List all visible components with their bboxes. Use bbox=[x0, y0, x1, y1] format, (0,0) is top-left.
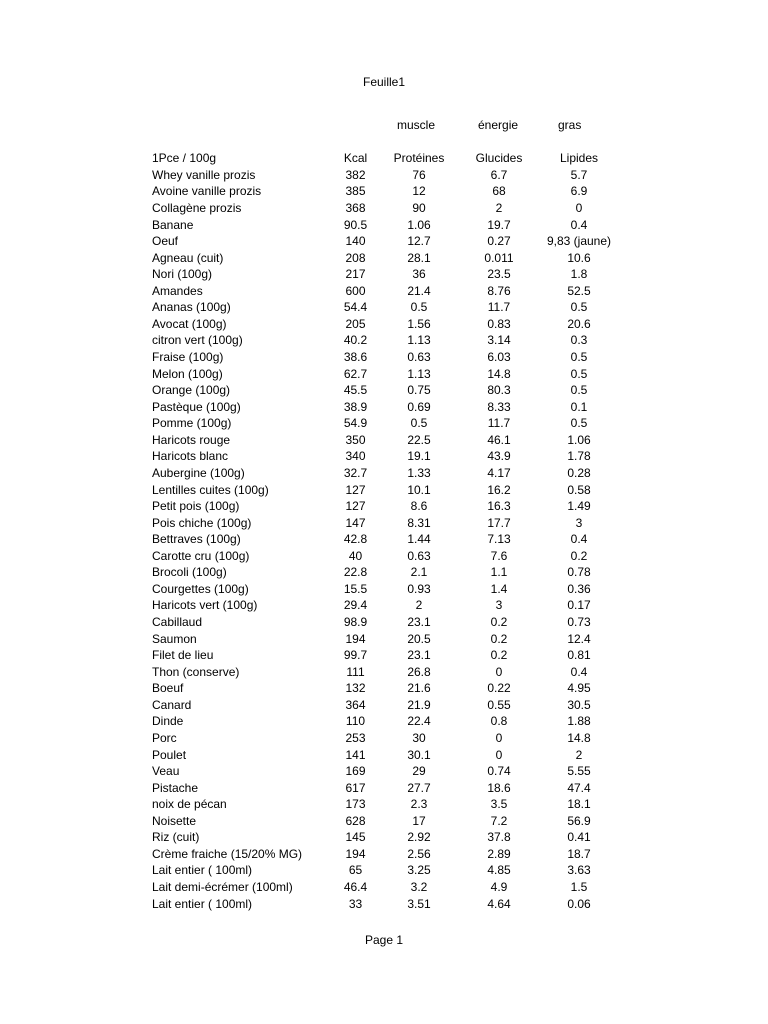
kcal-cell: 33 bbox=[348, 896, 363, 911]
kcal-cell: 38.6 bbox=[343, 350, 368, 365]
food-name-cell: Brocoli (100g) bbox=[152, 565, 227, 580]
carbs-cell: 0 bbox=[495, 747, 503, 762]
proteins-cell: 2.56 bbox=[407, 846, 431, 861]
proteins-cell: 12 bbox=[412, 184, 426, 199]
table-row bbox=[152, 233, 619, 250]
fat-cell: 0.58 bbox=[567, 482, 591, 497]
table-row bbox=[152, 713, 619, 730]
fat-cell: 20.6 bbox=[567, 316, 591, 331]
carbs-cell: 6.03 bbox=[487, 350, 511, 365]
proteins-cell: 29 bbox=[412, 764, 426, 779]
proteins-cell: 10.1 bbox=[407, 482, 431, 497]
carbs-cell: 4.17 bbox=[487, 465, 511, 480]
kcal-cell: 127 bbox=[345, 499, 366, 514]
fat-cell: 0.4 bbox=[570, 664, 588, 679]
kcal-cell: 65 bbox=[348, 863, 363, 878]
table-row bbox=[152, 382, 619, 399]
kcal-cell: 382 bbox=[345, 167, 366, 182]
carbs-cell: 3.5 bbox=[490, 797, 508, 812]
table-row bbox=[152, 895, 619, 912]
table-row bbox=[152, 332, 619, 349]
carbs-cell: 0.83 bbox=[487, 316, 511, 331]
fat-cell: 0.5 bbox=[570, 350, 588, 365]
kcal-cell: 22.8 bbox=[343, 565, 368, 580]
kcal-cell: 111 bbox=[346, 664, 365, 679]
fat-cell: 0.1 bbox=[570, 399, 588, 414]
proteins-cell: 28.1 bbox=[407, 250, 431, 265]
fat-cell: 0 bbox=[575, 200, 583, 215]
food-name-cell: Noisette bbox=[152, 813, 197, 828]
kcal-cell: 90.5 bbox=[343, 217, 368, 232]
carbs-cell: 8.76 bbox=[487, 283, 511, 298]
food-name-cell: Avoine vanille prozis bbox=[152, 184, 262, 199]
kcal-cell: 205 bbox=[345, 316, 366, 331]
table-row bbox=[152, 498, 619, 515]
food-name-cell: Riz (cuit) bbox=[152, 830, 200, 845]
fat-cell: 3.63 bbox=[567, 863, 591, 878]
proteins-cell: 0.93 bbox=[407, 581, 431, 596]
table-row bbox=[152, 879, 619, 896]
proteins-cell: 1.44 bbox=[407, 532, 431, 547]
fat-cell: 18.1 bbox=[567, 797, 591, 812]
column-header-carbs: Glucides bbox=[475, 151, 523, 166]
fat-cell: 4.95 bbox=[567, 681, 591, 696]
fat-cell: 0.36 bbox=[567, 581, 591, 596]
table-row bbox=[152, 746, 619, 763]
category-proteins: muscle bbox=[397, 118, 436, 132]
carbs-cell: 0.27 bbox=[487, 234, 511, 249]
food-name-cell: Banane bbox=[152, 217, 194, 232]
table-row bbox=[152, 730, 619, 747]
proteins-cell: 0.63 bbox=[407, 548, 431, 563]
fat-cell: 0.17 bbox=[567, 598, 591, 613]
carbs-cell: 1.4 bbox=[490, 581, 508, 596]
table-row bbox=[152, 167, 619, 184]
table-row bbox=[152, 597, 619, 614]
kcal-cell: 141 bbox=[345, 747, 366, 762]
kcal-cell: 38.9 bbox=[343, 399, 368, 414]
food-name-cell: Porc bbox=[152, 730, 177, 745]
carbs-cell: 46.1 bbox=[487, 432, 511, 447]
carbs-cell: 0 bbox=[495, 664, 503, 679]
fat-cell: 2 bbox=[575, 747, 583, 762]
kcal-cell: 46.4 bbox=[343, 880, 368, 895]
carbs-cell: 3.14 bbox=[487, 333, 511, 348]
food-name-cell: Amandes bbox=[152, 283, 203, 298]
carbs-cell: 16.3 bbox=[487, 499, 511, 514]
kcal-cell: 147 bbox=[345, 515, 366, 530]
food-name-cell: Oeuf bbox=[152, 234, 179, 249]
column-header-proteins: Protéines bbox=[393, 151, 445, 166]
food-name-cell: Thon (conserve) bbox=[152, 664, 240, 679]
proteins-cell: 2.92 bbox=[407, 830, 431, 845]
kcal-cell: 32.7 bbox=[343, 465, 368, 480]
proteins-cell: 2.3 bbox=[410, 797, 428, 812]
proteins-cell: 12.7 bbox=[407, 234, 431, 249]
fat-cell: 0.41 bbox=[567, 830, 591, 845]
kcal-cell: 145 bbox=[345, 830, 366, 845]
food-name-cell: Pastèque (100g) bbox=[152, 399, 241, 414]
food-name-cell: Haricots vert (100g) bbox=[152, 598, 258, 613]
carbs-cell: 0.22 bbox=[487, 681, 511, 696]
carbs-cell: 18.6 bbox=[487, 780, 511, 795]
food-name-cell: Filet de lieu bbox=[152, 648, 214, 663]
carbs-cell: 11.7 bbox=[487, 416, 511, 431]
column-header-kcal: Kcal bbox=[343, 151, 368, 166]
proteins-cell: 20.5 bbox=[407, 631, 431, 646]
proteins-cell: 1.06 bbox=[407, 217, 431, 232]
carbs-cell: 37.8 bbox=[487, 830, 511, 845]
table-row bbox=[152, 200, 619, 217]
nutrition-table bbox=[152, 150, 619, 912]
page-footer: Page 1 bbox=[364, 933, 404, 947]
fat-cell: 1.88 bbox=[567, 714, 591, 729]
table-row bbox=[152, 481, 619, 498]
food-name-cell: Boeuf bbox=[152, 681, 184, 696]
food-name-cell: Lait entier ( 100ml) bbox=[152, 863, 253, 878]
proteins-cell: 0.75 bbox=[407, 383, 431, 398]
kcal-cell: 62.7 bbox=[343, 366, 368, 381]
food-name-cell: Avocat (100g) bbox=[152, 316, 227, 331]
proteins-cell: 3.25 bbox=[407, 863, 431, 878]
proteins-cell: 21.9 bbox=[407, 697, 431, 712]
carbs-cell: 2 bbox=[495, 200, 503, 215]
category-fat: gras bbox=[558, 118, 582, 132]
food-name-cell: Veau bbox=[152, 764, 180, 779]
fat-cell: 9,83 (jaune) bbox=[546, 234, 612, 249]
food-name-cell: Ananas (100g) bbox=[152, 300, 231, 315]
carbs-cell: 23.5 bbox=[487, 267, 511, 282]
category-header-row bbox=[0, 117, 768, 133]
table-row bbox=[152, 432, 619, 449]
food-name-cell: Lait demi-écrémer (100ml) bbox=[152, 880, 293, 895]
table-row bbox=[152, 564, 619, 581]
kcal-cell: 617 bbox=[345, 780, 366, 795]
kcal-cell: 98.9 bbox=[343, 615, 368, 630]
proteins-cell: 90 bbox=[412, 200, 426, 215]
carbs-cell: 14.8 bbox=[487, 366, 511, 381]
carbs-cell: 0.2 bbox=[490, 631, 508, 646]
table-row bbox=[152, 829, 619, 846]
kcal-cell: 600 bbox=[345, 283, 366, 298]
food-name-cell: Orange (100g) bbox=[152, 383, 231, 398]
kcal-cell: 54.4 bbox=[343, 300, 368, 315]
fat-cell: 0.5 bbox=[570, 383, 588, 398]
proteins-cell: 8.31 bbox=[407, 515, 431, 530]
table-row bbox=[152, 862, 619, 879]
table-row bbox=[152, 183, 619, 200]
kcal-cell: 208 bbox=[345, 250, 366, 265]
proteins-cell: 21.4 bbox=[407, 283, 431, 298]
table-row bbox=[152, 548, 619, 565]
fat-cell: 3 bbox=[575, 515, 583, 530]
carbs-cell: 19.7 bbox=[487, 217, 511, 232]
kcal-cell: 54.9 bbox=[343, 416, 368, 431]
food-name-cell: Lait entier ( 100ml) bbox=[152, 896, 253, 911]
fat-cell: 1.5 bbox=[570, 880, 588, 895]
food-name-cell: Carotte cru (100g) bbox=[152, 548, 250, 563]
food-name-cell: Pomme (100g) bbox=[152, 416, 232, 431]
fat-cell: 0.73 bbox=[567, 615, 591, 630]
food-name-cell: Whey vanille prozis bbox=[152, 167, 256, 182]
carbs-cell: 3 bbox=[495, 598, 503, 613]
proteins-cell: 3.51 bbox=[407, 896, 431, 911]
kcal-cell: 194 bbox=[345, 631, 366, 646]
carbs-cell: 0.2 bbox=[490, 648, 508, 663]
fat-cell: 18.7 bbox=[567, 846, 591, 861]
carbs-cell: 7.6 bbox=[490, 548, 508, 563]
proteins-cell: 76 bbox=[412, 167, 426, 182]
table-row bbox=[152, 763, 619, 780]
carbs-cell: 7.13 bbox=[487, 532, 511, 547]
table-row bbox=[152, 581, 619, 598]
proteins-cell: 1.13 bbox=[407, 366, 431, 381]
table-row bbox=[152, 531, 619, 548]
fat-cell: 0.4 bbox=[570, 532, 588, 547]
fat-cell: 0.28 bbox=[567, 465, 591, 480]
carbs-cell: 80.3 bbox=[487, 383, 511, 398]
food-name-cell: Collagène prozis bbox=[152, 200, 242, 215]
proteins-cell: 30 bbox=[412, 730, 426, 745]
fat-cell: 30.5 bbox=[567, 697, 591, 712]
fat-cell: 1.06 bbox=[567, 432, 591, 447]
proteins-cell: 27.7 bbox=[407, 780, 431, 795]
kcal-cell: 99.7 bbox=[343, 648, 368, 663]
fat-cell: 0.3 bbox=[570, 333, 588, 348]
fat-cell: 0.81 bbox=[567, 648, 591, 663]
food-name-cell: Dinde bbox=[152, 714, 184, 729]
proteins-cell: 23.1 bbox=[407, 615, 431, 630]
proteins-cell: 30.1 bbox=[407, 747, 431, 762]
proteins-cell: 22.5 bbox=[407, 432, 431, 447]
kcal-cell: 29.4 bbox=[343, 598, 368, 613]
carbs-cell: 11.7 bbox=[487, 300, 511, 315]
kcal-cell: 40.2 bbox=[343, 333, 368, 348]
table-row bbox=[152, 316, 619, 333]
food-name-cell: Haricots rouge bbox=[152, 432, 231, 447]
food-name-cell: Courgettes (100g) bbox=[152, 581, 249, 596]
fat-cell: 0.4 bbox=[570, 217, 588, 232]
table-row bbox=[152, 663, 619, 680]
carbs-cell: 16.2 bbox=[487, 482, 511, 497]
food-name-cell: Pistache bbox=[152, 780, 199, 795]
fat-cell: 14.8 bbox=[567, 730, 591, 745]
proteins-cell: 1.33 bbox=[407, 465, 431, 480]
fat-cell: 12.4 bbox=[567, 631, 591, 646]
table-row bbox=[152, 697, 619, 714]
kcal-cell: 173 bbox=[345, 797, 366, 812]
fat-cell: 0.5 bbox=[570, 416, 588, 431]
fat-cell: 0.5 bbox=[570, 300, 588, 315]
carbs-cell: 17.7 bbox=[487, 515, 511, 530]
fat-cell: 47.4 bbox=[567, 780, 591, 795]
food-name-cell: Canard bbox=[152, 697, 192, 712]
proteins-cell: 19.1 bbox=[407, 449, 431, 464]
food-name-cell: Petit pois (100g) bbox=[152, 499, 240, 514]
kcal-cell: 217 bbox=[345, 267, 366, 282]
kcal-cell: 350 bbox=[345, 432, 366, 447]
proteins-cell: 36 bbox=[412, 267, 426, 282]
food-name-cell: Fraise (100g) bbox=[152, 350, 224, 365]
food-name-cell: Bettraves (100g) bbox=[152, 532, 241, 547]
table-row bbox=[152, 448, 619, 465]
food-name-cell: Cabillaud bbox=[152, 615, 203, 630]
food-name-cell: Melon (100g) bbox=[152, 366, 223, 381]
table-row bbox=[152, 796, 619, 813]
sheet-title: Feuille1 bbox=[362, 75, 406, 89]
proteins-cell: 23.1 bbox=[407, 648, 431, 663]
proteins-cell: 1.56 bbox=[407, 316, 431, 331]
fat-cell: 56.9 bbox=[567, 813, 591, 828]
carbs-cell: 7.2 bbox=[490, 813, 508, 828]
fat-cell: 6.9 bbox=[570, 184, 588, 199]
proteins-cell: 3.2 bbox=[410, 880, 428, 895]
food-name-cell: Aubergine (100g) bbox=[152, 465, 245, 480]
kcal-cell: 628 bbox=[345, 813, 366, 828]
table-row bbox=[152, 216, 619, 233]
proteins-cell: 0.5 bbox=[410, 416, 428, 431]
carbs-cell: 4.85 bbox=[487, 863, 511, 878]
table-row bbox=[152, 299, 619, 316]
fat-cell: 1.49 bbox=[567, 499, 591, 514]
fat-cell: 5.55 bbox=[567, 764, 591, 779]
kcal-cell: 194 bbox=[345, 846, 366, 861]
carbs-cell: 8.33 bbox=[487, 399, 511, 414]
proteins-cell: 2.1 bbox=[410, 565, 428, 580]
carbs-cell: 0.8 bbox=[490, 714, 508, 729]
kcal-cell: 45.5 bbox=[343, 383, 368, 398]
carbs-cell: 0.011 bbox=[484, 250, 514, 265]
kcal-cell: 42.8 bbox=[343, 532, 368, 547]
food-name-cell: noix de pécan bbox=[152, 797, 227, 812]
kcal-cell: 253 bbox=[345, 730, 366, 745]
kcal-cell: 368 bbox=[345, 200, 366, 215]
proteins-cell: 1.13 bbox=[407, 333, 431, 348]
carbs-cell: 68 bbox=[492, 184, 506, 199]
table-row bbox=[152, 398, 619, 415]
kcal-cell: 140 bbox=[345, 234, 366, 249]
proteins-cell: 0.63 bbox=[407, 350, 431, 365]
table-row bbox=[152, 680, 619, 697]
column-header-fat: Lipides bbox=[559, 151, 599, 166]
table-row bbox=[152, 647, 619, 664]
food-name-cell: Pois chiche (100g) bbox=[152, 515, 252, 530]
fat-cell: 0.2 bbox=[570, 548, 588, 563]
proteins-cell: 21.6 bbox=[407, 681, 431, 696]
carbs-cell: 1.1 bbox=[490, 565, 508, 580]
fat-cell: 1.8 bbox=[570, 267, 588, 282]
fat-cell: 52.5 bbox=[567, 283, 591, 298]
proteins-cell: 26.8 bbox=[407, 664, 431, 679]
carbs-cell: 0.2 bbox=[490, 615, 508, 630]
table-row bbox=[152, 365, 619, 382]
table-row bbox=[152, 614, 619, 631]
kcal-cell: 385 bbox=[345, 184, 366, 199]
kcal-cell: 340 bbox=[345, 449, 366, 464]
proteins-cell: 0.5 bbox=[410, 300, 428, 315]
kcal-cell: 15.5 bbox=[343, 581, 368, 596]
fat-cell: 0.5 bbox=[570, 366, 588, 381]
table-row bbox=[152, 779, 619, 796]
fat-cell: 0.06 bbox=[567, 896, 591, 911]
food-name-cell: Poulet bbox=[152, 747, 187, 762]
food-name-cell: Haricots blanc bbox=[152, 449, 229, 464]
fat-cell: 1.78 bbox=[567, 449, 591, 464]
table-row bbox=[152, 514, 619, 531]
food-name-cell: citron vert (100g) bbox=[152, 333, 243, 348]
food-name-cell: Crème fraiche (15/20% MG) bbox=[152, 846, 303, 861]
table-row bbox=[152, 283, 619, 300]
kcal-cell: 132 bbox=[345, 681, 366, 696]
category-carbs: énergie bbox=[478, 118, 519, 132]
fat-cell: 5.7 bbox=[570, 167, 588, 182]
kcal-cell: 40 bbox=[348, 548, 363, 563]
kcal-cell: 364 bbox=[345, 697, 366, 712]
food-name-cell: Saumon bbox=[152, 631, 197, 646]
table-row bbox=[152, 415, 619, 432]
proteins-cell: 2 bbox=[415, 598, 423, 613]
carbs-cell: 43.9 bbox=[487, 449, 511, 464]
table-row bbox=[152, 465, 619, 482]
kcal-cell: 127 bbox=[345, 482, 366, 497]
table-row bbox=[152, 846, 619, 863]
carbs-cell: 4.64 bbox=[487, 896, 511, 911]
carbs-cell: 0.55 bbox=[487, 697, 511, 712]
carbs-cell: 0.74 bbox=[487, 764, 511, 779]
column-header-row bbox=[152, 150, 619, 167]
kcal-cell: 110 bbox=[345, 714, 366, 729]
carbs-cell: 0 bbox=[495, 730, 503, 745]
table-row bbox=[152, 813, 619, 830]
proteins-cell: 22.4 bbox=[407, 714, 431, 729]
carbs-cell: 6.7 bbox=[490, 167, 508, 182]
carbs-cell: 2.89 bbox=[487, 846, 511, 861]
carbs-cell: 4.9 bbox=[490, 880, 508, 895]
table-row bbox=[152, 630, 619, 647]
proteins-cell: 0.69 bbox=[407, 399, 431, 414]
column-header-food: 1Pce / 100g bbox=[152, 151, 217, 166]
table-row bbox=[152, 266, 619, 283]
food-name-cell: Nori (100g) bbox=[152, 267, 213, 282]
food-name-cell: Agneau (cuit) bbox=[152, 250, 224, 265]
table-row bbox=[152, 349, 619, 366]
proteins-cell: 17 bbox=[412, 813, 426, 828]
fat-cell: 10.6 bbox=[567, 250, 591, 265]
fat-cell: 0.78 bbox=[567, 565, 591, 580]
table-row bbox=[152, 249, 619, 266]
kcal-cell: 169 bbox=[345, 764, 366, 779]
food-name-cell: Lentilles cuites (100g) bbox=[152, 482, 269, 497]
proteins-cell: 8.6 bbox=[410, 499, 428, 514]
